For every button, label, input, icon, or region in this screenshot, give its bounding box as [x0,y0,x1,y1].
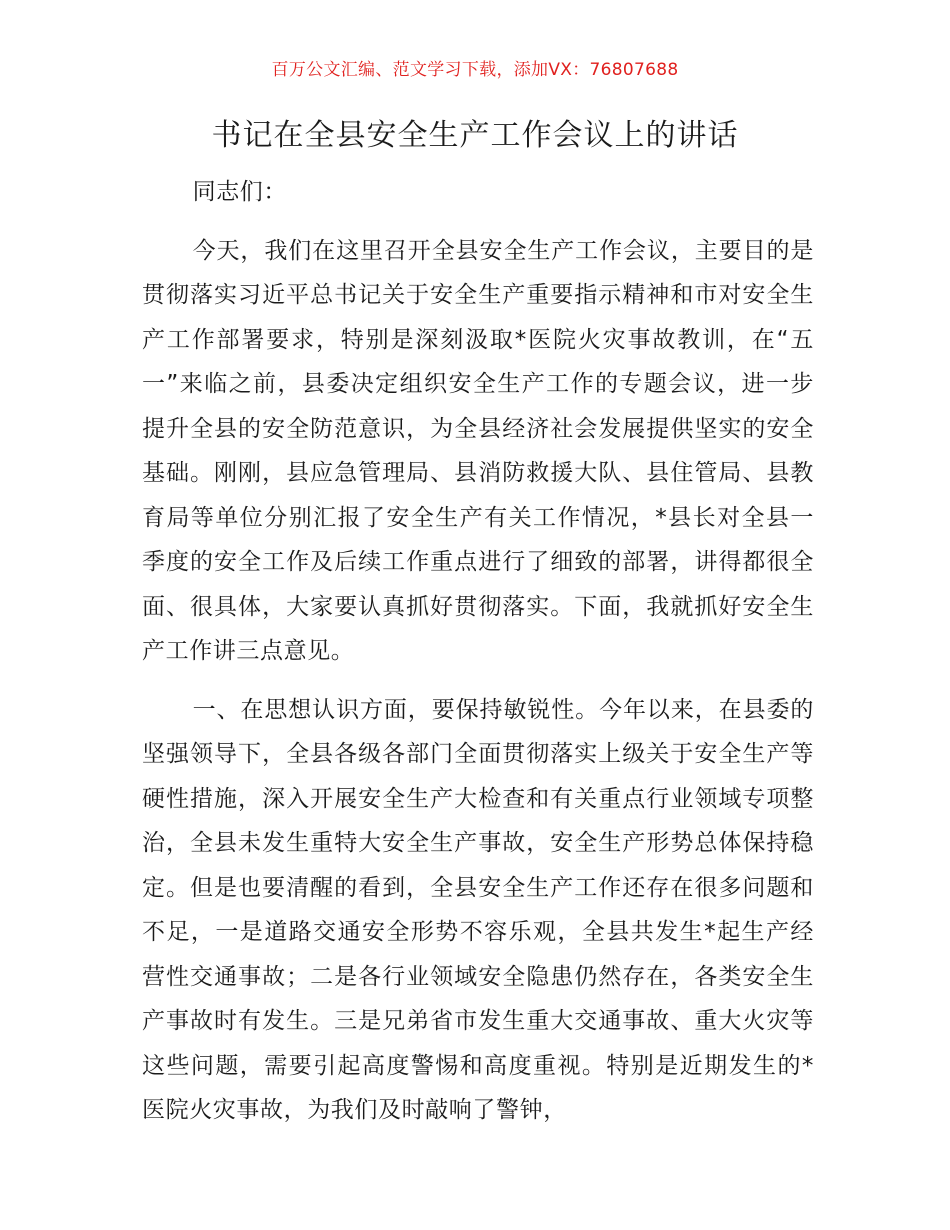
document-body [142,170,814,1133]
paragraph: 一、在思想认识方面，要保持敏锐性。今年以来，在县委的坚强领导下，全县各级各部门全面贯彻落实上级关于安全生产等硬性措施，深入开展安全生产大检查和有关重点行业领域专项整治，全县未发生重特大安全生产事故，安全生产形势总体保持稳定。但是也要清醒的看到，全县安全生产工作还存在很多问题和不足，一是道路交通安全形势不容乐观，全县共发生*起生产经营性交通事故；二是各行业领域安全隐患仍然存在，各类安全生产事故时有发生。三是兄弟省市发生重大交通事故、重大火灾等这些问题，需要引起高度警惕和高度重视。特别是近期发生的*医院火灾事故，为我们及时敲响了警钟， [142,696,814,1123]
salutation: 同志们： [192,179,287,205]
watermark-text: 百万公文汇编、范文学习下载，添加VX：76807688 [271,60,679,80]
paragraph: 今天，我们在这里召开全县安全生产工作会议，主要目的是贯彻落实习近平总书记关于安全生产重要指示精神和市对安全生产工作部署要求，特别是深刻汲取*医院火灾事故教训，在“五一”来临之前，县委决定组织安全生产工作的专题会议，进一步提升全县的安全防范意识，为全县经济社会发展提供坚实的安全基础。刚刚，县应急管理局、县消防救援大队、县住管局、县教育局等单位分别汇报了安全生产有关工作情况，*县长对全县一季度的安全工作及后续工作重点进行了细致的部署，讲得都很全面、很具体，大家要认真抓好贯彻落实。下面，我就抓好安全生产工作讲三点意见。 [142,237,814,664]
document-title: 书记在全县安全生产工作会议上的讲话 [211,118,739,153]
